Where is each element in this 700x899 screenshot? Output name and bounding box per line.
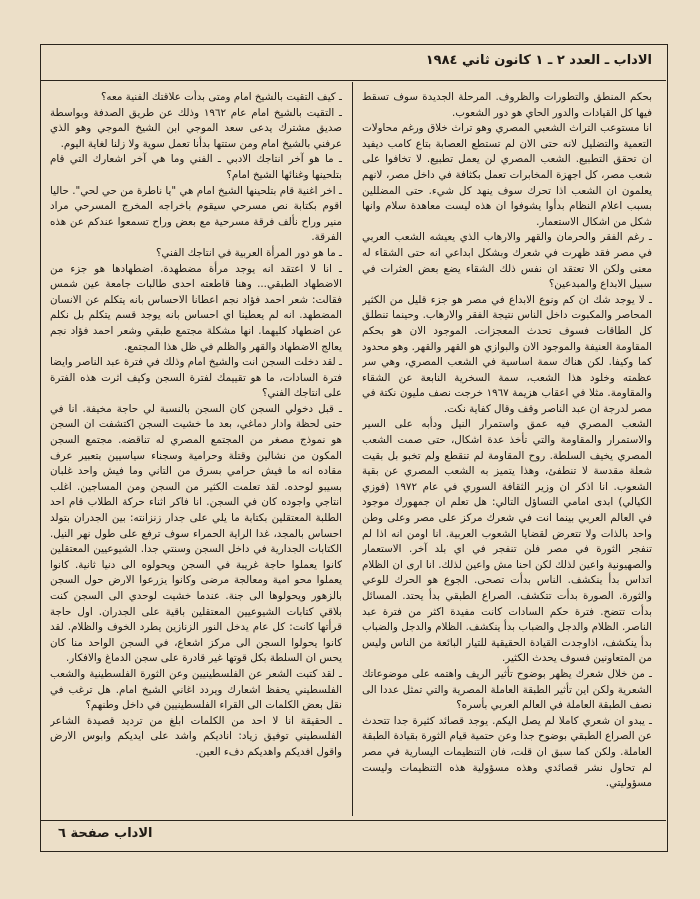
- paragraph: ـ اخر اغنية قام بتلحينها الشيخ امام هي "يا ناطرة من حي لحي". حاليا اقوم بكتابة نص مسرحي سيقوم باخراجه المخرج المسرحي مراد منير وراح نألف فرقة مسرحية مع بعض وراح تسمعوا عندكم عن هذه الفرقة.: [50, 184, 342, 244]
- paragraph: ـ يبدو ان شعري كاملا لم يصل اليكم. يوجد قصائد كثيرة جدا تتحدث عن الصراع الطبقي بوضوح جدا وعن حتمية قيام الثورة بقيادة الطبقة العاملة. ولكن كما سبق ان قلت، فان التنظيمات اليسارية في مصر لم تحاول نشر قصائدي وهذه مسؤولية هذه التنظيمات وليست مسؤوليتي.: [362, 714, 652, 790]
- paragraph: ـ قبل دخولي السجن كان السجن بالنسبة لي حاجة مخيفة. انا في حتى لحظة وادار دماغي، بعد ما خشيت السجن اكتشفت ان السجن هو نموذج مصغر من المجتمع المصري له تناقضه. مجتمع السجن المكون من نشالين وقتلة وحرامية وسجناء سياسيين بتعبير عرف مقاده انه ما فيش حرامي بسرق من التاني وما فيش واحد غلبان بسيبو لوحده. لقد تعلمت الكثير من السجن ومن المساجين. اغلب انتاجي واجوده كان في السجن. انا فاكر اثناء حركة الطلاب قام احد الطلبة المعتقلين بكتابة ما يلي على جدار زنزانته: بين الجدران بتولد احساس بالمجد، غدا الراية الحمراء سوف ترفع على طول نهر النيل. الكتابات الجدارية في داخل السجن وسنتي جدا. الشيوعيين المعتقلين كانوا يعملوا حاجة غريبة في السجن ويحولوه الى دنيا ثانية. كانوا يعملوا محو امية ومعالجة مرضى وكانوا يزرعوا الارض حول السجن بالزهور ويحولوها الى جنة. عندما خشيت لوحدي الى السجن كنت بلاقي كتابات الشيوعيين المعتقلين باقية على الجدران. اول حاجة قرأتها كانت: كل عام يدخل النور الزنازين يطرد الخوف والظلام. لقد كانوا يحولوا السجن الى مركز اشعاع، في السجن الواحد منا كان يحس ان السلطة بكل قوتها غير قادرة على سجن الدماغ والافكار.: [50, 402, 342, 665]
- paragraph: ـ لقد دخلت السجن انت والشيخ امام وذلك في فترة عبد الناصر وايضا فترة السادات، ما هو تقييمك لفترة السجن وكيف اثرت هذه الفترة على انتاجك الفني؟: [50, 356, 342, 400]
- paragraph: ـ من خلال شعرك يظهر بوضوح تأثير الريف واهتمه على موضوعاتك الشعرية ولكن اين تأثير الطبقة العاملة المصرية والتي تمثل عددا الى نصف الطبقة العاملة في العالم العربي بأسره؟: [362, 667, 652, 712]
- header-title: الاداب ـ العدد ٢ ـ ١ كانون ثاني ١٩٨٤: [425, 53, 652, 68]
- paragraph: بحكم المنطق والتطورات والظروف. المرحلة الجديدة سوف تسقط فيها كل القيادات والدور الحاي هو دور الشعوب.: [362, 91, 652, 119]
- paragraph: ـ لا يوجد شك ان كم ونوع الابداع في مصر هو جزء قليل من الكثير المحاصر والمكبوت داخل الناس نتيجة الفقر والارهاب. وحينما تنطلق كل الطاقات فسوف تحدث المعجزات. الموجود الان هو بحكم المقاومة العنيفة والموجود الان والبوازي هو القهر والقهر. وهو محدود كما وكيفا. لكن هناك سمة اساسية في الشعب المصري، وهي سر عظمته وخلود هذا الشعب، سمة السخرية النابعة عن الشقاء والمقاومة. مثلا في اعقاب هزيمة ١٩٦٧ خرجت نصف مليون نكتة في مصر لدرجة ان عبد الناصر وقف وقال كفاية نكت.: [362, 293, 652, 415]
- paragraph: ـ ما هو دور المرأة العربية في انتاجك الفني؟: [155, 246, 342, 259]
- page-header: [40, 44, 666, 81]
- page-footer: [40, 820, 666, 851]
- column-right: [362, 90, 652, 818]
- paragraph: الشعب المصري فيه عمق واستمرار النيل ودأبه على السير والاستمرار والمقاومة والتي تأخذ عدة اشكال، حتى صمت الشعب المصري يخيف السلطة. روح المقاومة لم تنقطع ولم تخبو بل بقيت شعلة مقدسة لا تنطفئ، وهذا يتميز به الشعب المصري عن بقية الشعوب. انا اذكر ان وزير الثقافة السوري في عام ١٩٧٢ (فوزي الكيالي) ابدى امامي التساؤل التالي: هل تعلم ان جمهورك موجود في العالم العربي بينما انت في شعرك مركز على مصر وعلى وطن واحد بالذات ولا تتعرض لقضايا الشعوب العربية. انا اومن انه اذا لم تنفجر الثورة في مصر فلن تنفجر في اي بلد آخر. الاستعمار والصهيونية واعين لذلك لكن احنا مش واعين لذلك. انا ارى ان الظلام اتداس بدأ ينكشف. الناس بدأت تصحى. الجوع هو الحرك للوعي والثورة. الصورة بدأت تتكشف. الصراع الطبقي بدأ يحتد. المسائل بدأت تتضح. فترة حكم السادات كانت مفيدة اكثر من فترة عبد الناصر. الظلام والدجل والضباب بدأ ينكشف. الظلام والدجل والضباب بدأ ينكشف، اذاوجدت القيادة الحقيقية للتيار البائعة من الناس وليس من المتعاونين فسوف يحدث الكثير.: [362, 418, 652, 665]
- page-number: الاداب صفحة ٦: [58, 826, 153, 841]
- column-left: [50, 90, 342, 818]
- paragraph: ـ كيف التقيت بالشيخ امام ومتى بدأت علاقتك الفنية معه؟: [100, 91, 342, 103]
- paragraph: ـ التقيت بالشيخ امام عام ١٩٦٢ وذلك عن طريق الصدفة وبواسطة صديق مشترك يدعى سعد الموجي ابن الشيخ الموجي وهو الذي عرفني بالشيخ امام ومن ستتها بدأنا تعمل سوية ولا زلنا لغاية اليوم.: [50, 106, 342, 150]
- paragraph: انا مستوعب التراث الشعبي المصري وهو تراث خلاق ورغم محاولات التعمية والتضليل لانه حتى الان لم تستطع العصابة بتاع كامب ديفيد ان تحقق التطبيع. الشعب المصري لن يعمل تطبيع. لا تخافوا على شعب مصر، كل اجهزة المخابرات تعمل بكثافة في داخل مصر، لانهم يعلمون ان الشعب اذا تحرك سوف ينهد كل شيء. حتى المضللين بسبب اعلام النظام بدأوا يشوفوا ان هذه ليست معاهدة سلام وانها شكل من اشكال الاستعمار.: [362, 122, 652, 228]
- paragraph: ـ انا لا اعتقد انه يوجد مرأة مضطهدة. اضطهادها هو جزء من الاضطهاد الطبقي... وهنا قاطعته احدى طالبات جامعة عين شمس فقالت: شعر احمد فؤاد نجم اعطانا الاحساس بانه يتكلم عن الانسان المضطهد. انه لم يعطينا اي احساس بانه يوجد قسم يتكلم بل نكلم عن اضطهاد كليهما. انها مشكلة مجتمع طبقي وشعر احمد فؤاد نجم يعالج الاضطهاد والقهر والظلم في ظل هذا المجتمع.: [50, 262, 342, 353]
- paragraph: ـ ما هو آخر انتاجك الادبي ـ الفني وما هي آخر اشعارك التي قام بتلحينها وغنائها الشيخ امام؟: [50, 153, 342, 181]
- paragraph: ـ الحقيقة انا لا احد من الكلمات ابلغ من ترديد قصيدة الشاعر الفلسطيني توفيق زياد: اناديكم واشد على ايديكم وابوس الارض واقول افديكم واهديكم دفء العين.: [50, 714, 342, 758]
- column-divider: [352, 82, 353, 816]
- paragraph: ـ رغم الفقر والحرمان والقهر والارهاب الذي يعيشه الشعب العربي في مصر فقد ظهرت في شعرك وبشكل ابداعي انه حتى الشقاء له معنى ولكن الا تعتقد ان نفس ذلك الشقاء يضع بعض العثرات في سبيل الابداع والمبدعين؟: [362, 231, 652, 291]
- paragraph: ـ لقد كتبت الشعر عن الفلسطينيين وعن الثورة الفلسطينية والشعب الفلسطيني يحفظ اشعارك ويردد اغاني الشيخ امام. هل ترغب في نقل بعض الكلمات الى القراء الفلسطينيين في داخل وطنهم؟: [50, 667, 342, 712]
